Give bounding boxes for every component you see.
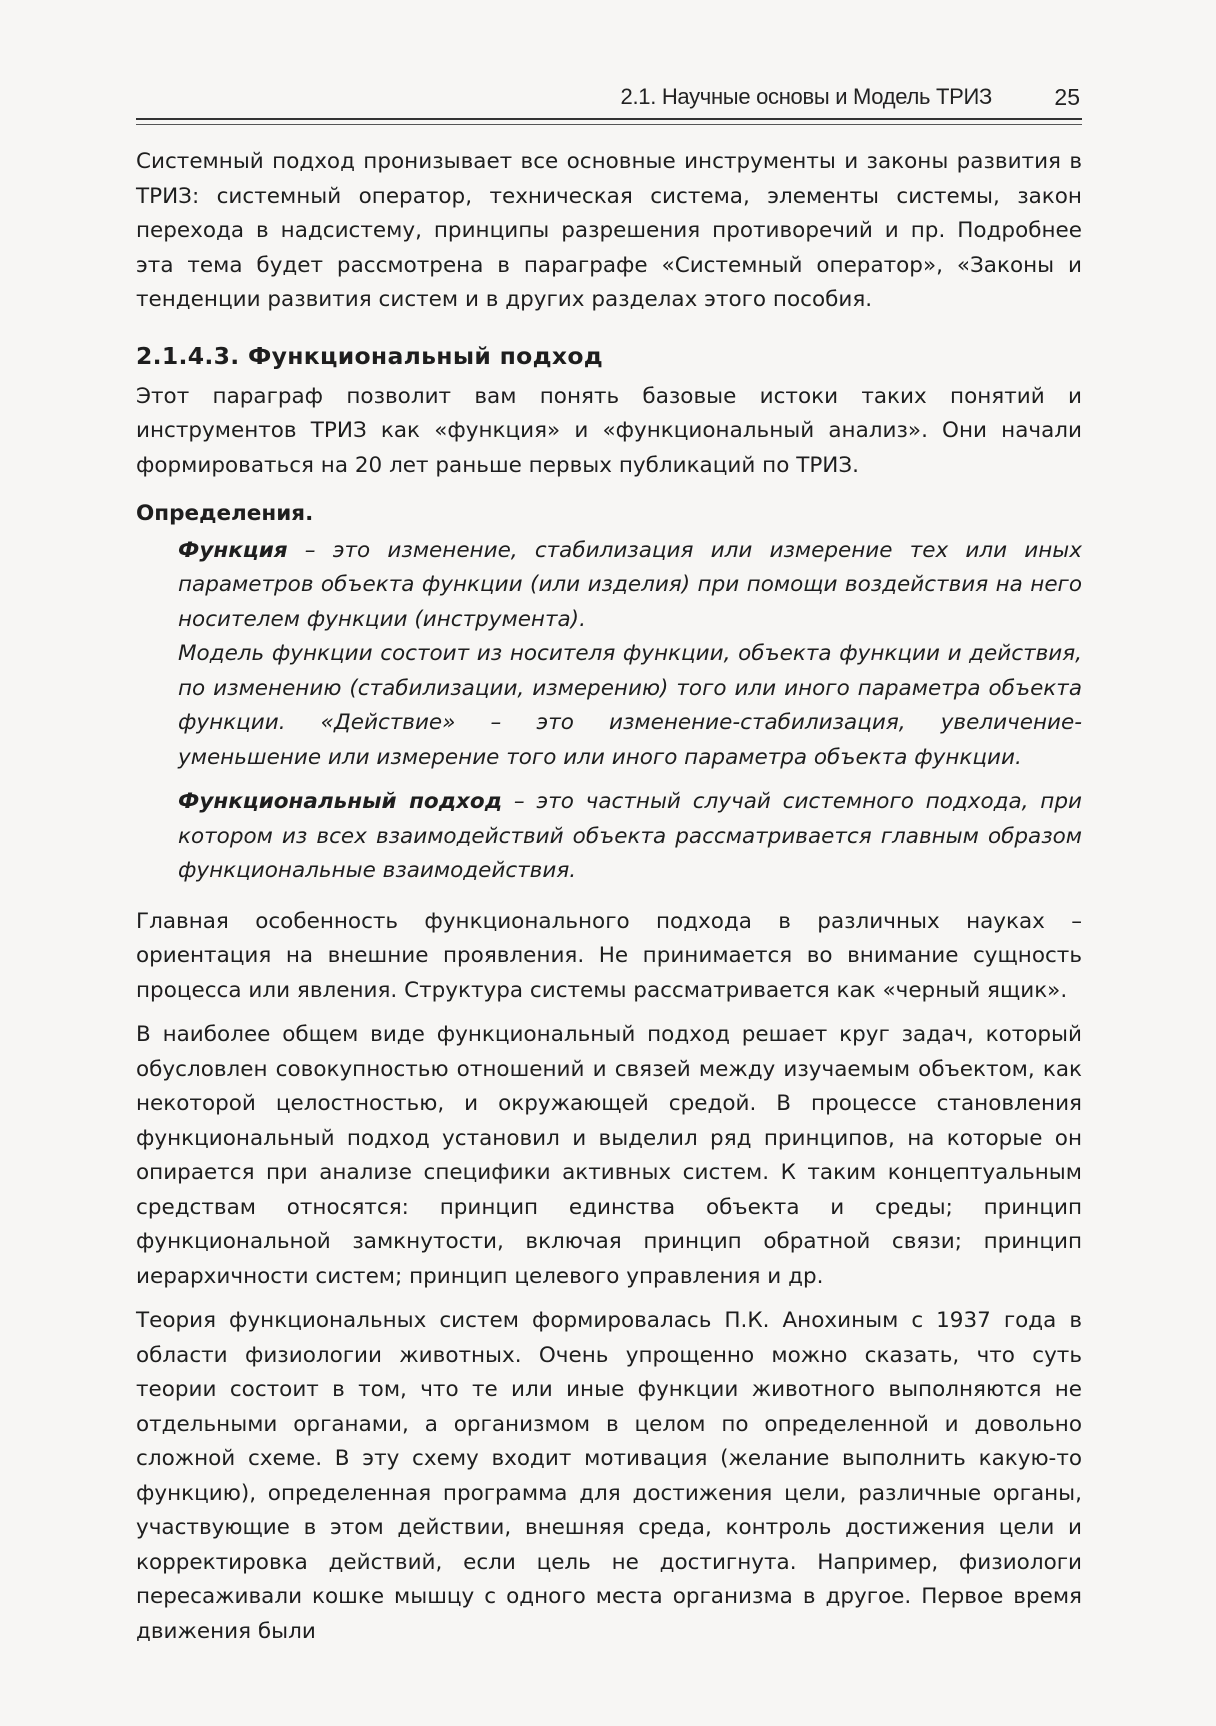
definition-term: Функция	[178, 537, 288, 563]
definition-functional-approach	[178, 785, 1082, 889]
definitions-heading: Определения.	[136, 501, 314, 526]
definition-text: – это изменение, стабилизация или измерение тех или иных параметров объекта функции (или изделия) при помощи воздействия на него носителем функции (инструмента).	[178, 537, 1082, 632]
running-header-title: 2.1. Научные основы и Модель ТРИЗ	[620, 84, 992, 109]
definition-function-model	[178, 637, 1082, 775]
header-rule-thin	[136, 124, 1082, 125]
page-number: 25	[1054, 84, 1080, 110]
header-rule-thick	[136, 118, 1082, 120]
running-header	[136, 78, 1082, 118]
section-lead-paragraph: Этот параграф позволит вам понять базовые истоки таких понятий и инструментов ТРИЗ как «функция» и «функциональный анализ». Они начали формироваться на 20 лет раньше первых публикаций по ТРИЗ.	[136, 383, 1082, 478]
definition-function	[178, 534, 1082, 638]
body-paragraph: Теория функциональных систем формировалась П.К. Анохиным с 1937 года в области физиологии животных. Очень упрощенно можно сказать, что суть теории состоит в том, что те или иные функции животного выполняются не отдельными органами, а организмом в целом по определенной и довольно сложной схеме. В эту схему входит мотивация (желание выполнить какую-то функцию), определенная программа для достижения цели, различные органы, участвующие в этом действии, внешняя среда, контроль достижения цели и корректировка действий, если цель не достигнута. Например, физиологи пересаживали кошке мышцу с одного места организма в другое. Первое время движения были	[136, 1308, 1082, 1644]
page-body	[136, 145, 1082, 1649]
section-heading: 2.1.4.3. Функциональный подход	[136, 341, 604, 370]
body-paragraph: В наиболее общем виде функциональный подход решает круг задач, который обусловлен совокупностью отношений и связей между изучаемым объектом, как некоторой целостностью, и окружающей средой. В процессе становления функциональный подход установил и выделил ряд принципов, на которые он опирается при анализе специфики активных систем. К таким концептуальным средствам относятся: принцип единства объекта и среды; принцип функциональной замкнутости, включая принцип обратной связи; принцип иерархичности систем; принцип целевого управления и др.	[136, 1022, 1082, 1289]
definition-text: – это частный случай системного подхода, при котором из всех взаимодействий объекта рассматривается главным образом функциональные взаимодействия.	[178, 789, 1082, 883]
book-page	[136, 78, 1082, 1649]
definition-term: Функциональный подход	[178, 789, 503, 814]
body-paragraph: Главная особенность функционального подхода в различных науках – ориентация на внешние проявления. Не принимается во внимание сущность процесса или явления. Структура системы рассматривается как «черный ящик».	[136, 908, 1082, 1003]
definition-text: Модель функции состоит из носителя функции, объекта функции и действия, по изменению (стабилизации, измерению) того или иного параметра объекта функции. «Действие» – это изменение-стабилизация, увеличение-уменьшение или измерение того или иного параметра объекта функции.	[178, 641, 1082, 770]
definitions-block	[178, 534, 1082, 889]
intro-paragraph: Системный подход пронизывает все основные инструменты и законы развития в ТРИЗ: системный оператор, техническая система, элементы системы, закон перехода в надсистему, принципы разрешения противоречий и пр. Подробнее эта тема будет рассмотрена в параграфе «Системный оператор», «Законы и тенденции развития систем и в других разделах этого пособия.	[136, 149, 1082, 312]
